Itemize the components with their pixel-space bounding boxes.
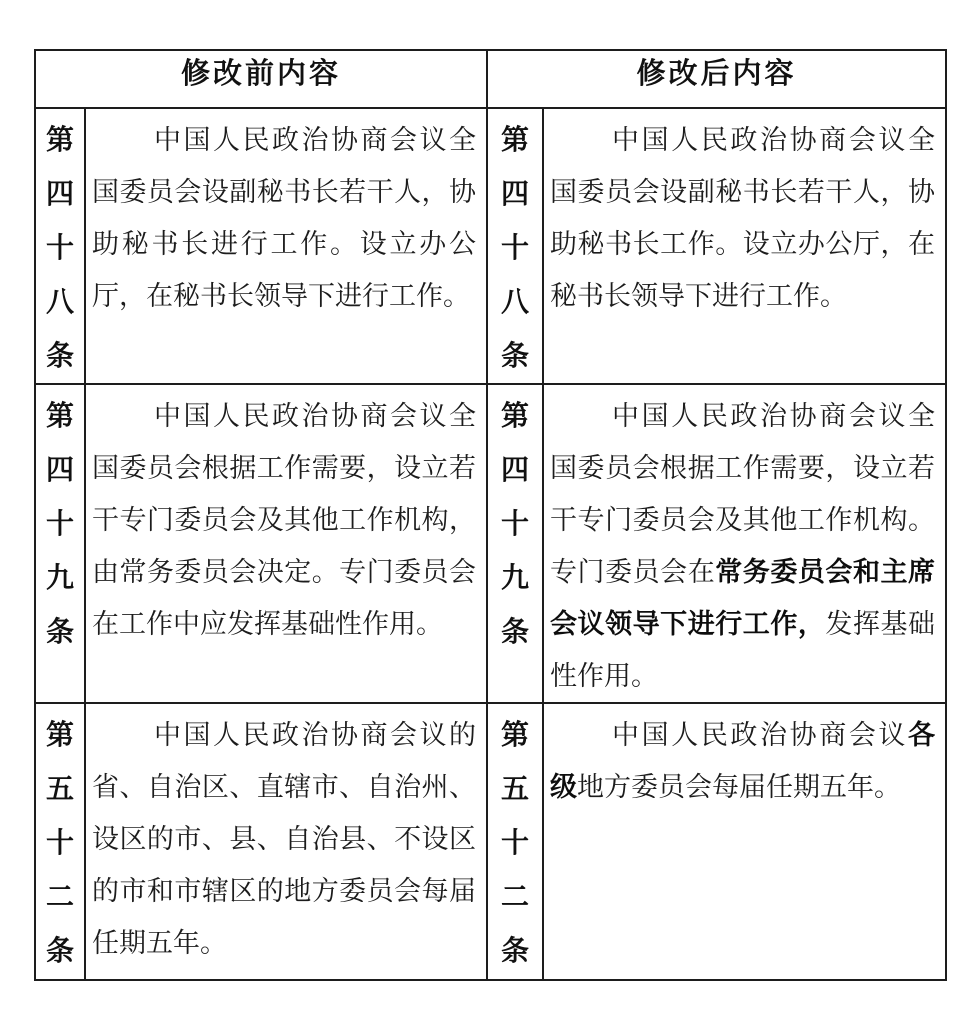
article-number-before: 第五十二条 [35, 703, 85, 980]
after-content-text: 中国人民政治协商会议各级地方委员会每届任期五年。 [550, 720, 936, 802]
before-content-text: 中国人民政治协商会议全国委员会设副秘书长若干人，协助秘书长进行工作。设立办公厅，在秘书长领导下进行工作。 [92, 125, 477, 311]
before-content-text: 中国人民政治协商会议全国委员会根据工作需要，设立若干专门委员会及其他工作机构，由常务委员会决定。专门委员会在工作中应发挥基础性作用。 [92, 401, 477, 639]
after-content-text: 中国人民政治协商会议全国委员会根据工作需要，设立若干专门委员会及其他工作机构。专门委员会在常务委员会和主席会议领导下进行工作，发挥基础性作用。 [550, 401, 936, 691]
after-content-cell [543, 384, 946, 703]
after-content-text: 中国人民政治协商会议全国委员会设副秘书长若干人，协助秘书长工作。设立办公厅，在秘书长领导下进行工作。 [550, 125, 936, 311]
before-content-cell [85, 703, 487, 980]
table-row [35, 384, 946, 703]
before-content-text: 中国人民政治协商会议的省、自治区、直辖市、自治州、设区的市、县、自治县、不设区的市和市辖区的地方委员会每届任期五年。 [92, 720, 477, 958]
after-content-cell [543, 703, 946, 980]
article-number-after: 第四十八条 [487, 108, 543, 384]
column-header-after: 修改后内容 [487, 50, 946, 108]
table-row [35, 108, 946, 384]
article-number-before: 第四十九条 [35, 384, 85, 703]
before-content-cell [85, 384, 487, 703]
article-number-after: 第五十二条 [487, 703, 543, 980]
before-content-cell [85, 108, 487, 384]
table-row [35, 703, 946, 980]
article-number-after: 第四十九条 [487, 384, 543, 703]
article-number-before: 第四十八条 [35, 108, 85, 384]
after-content-cell [543, 108, 946, 384]
amendment-comparison-table [34, 49, 947, 981]
header-row [35, 50, 946, 108]
column-header-before: 修改前内容 [35, 50, 487, 108]
